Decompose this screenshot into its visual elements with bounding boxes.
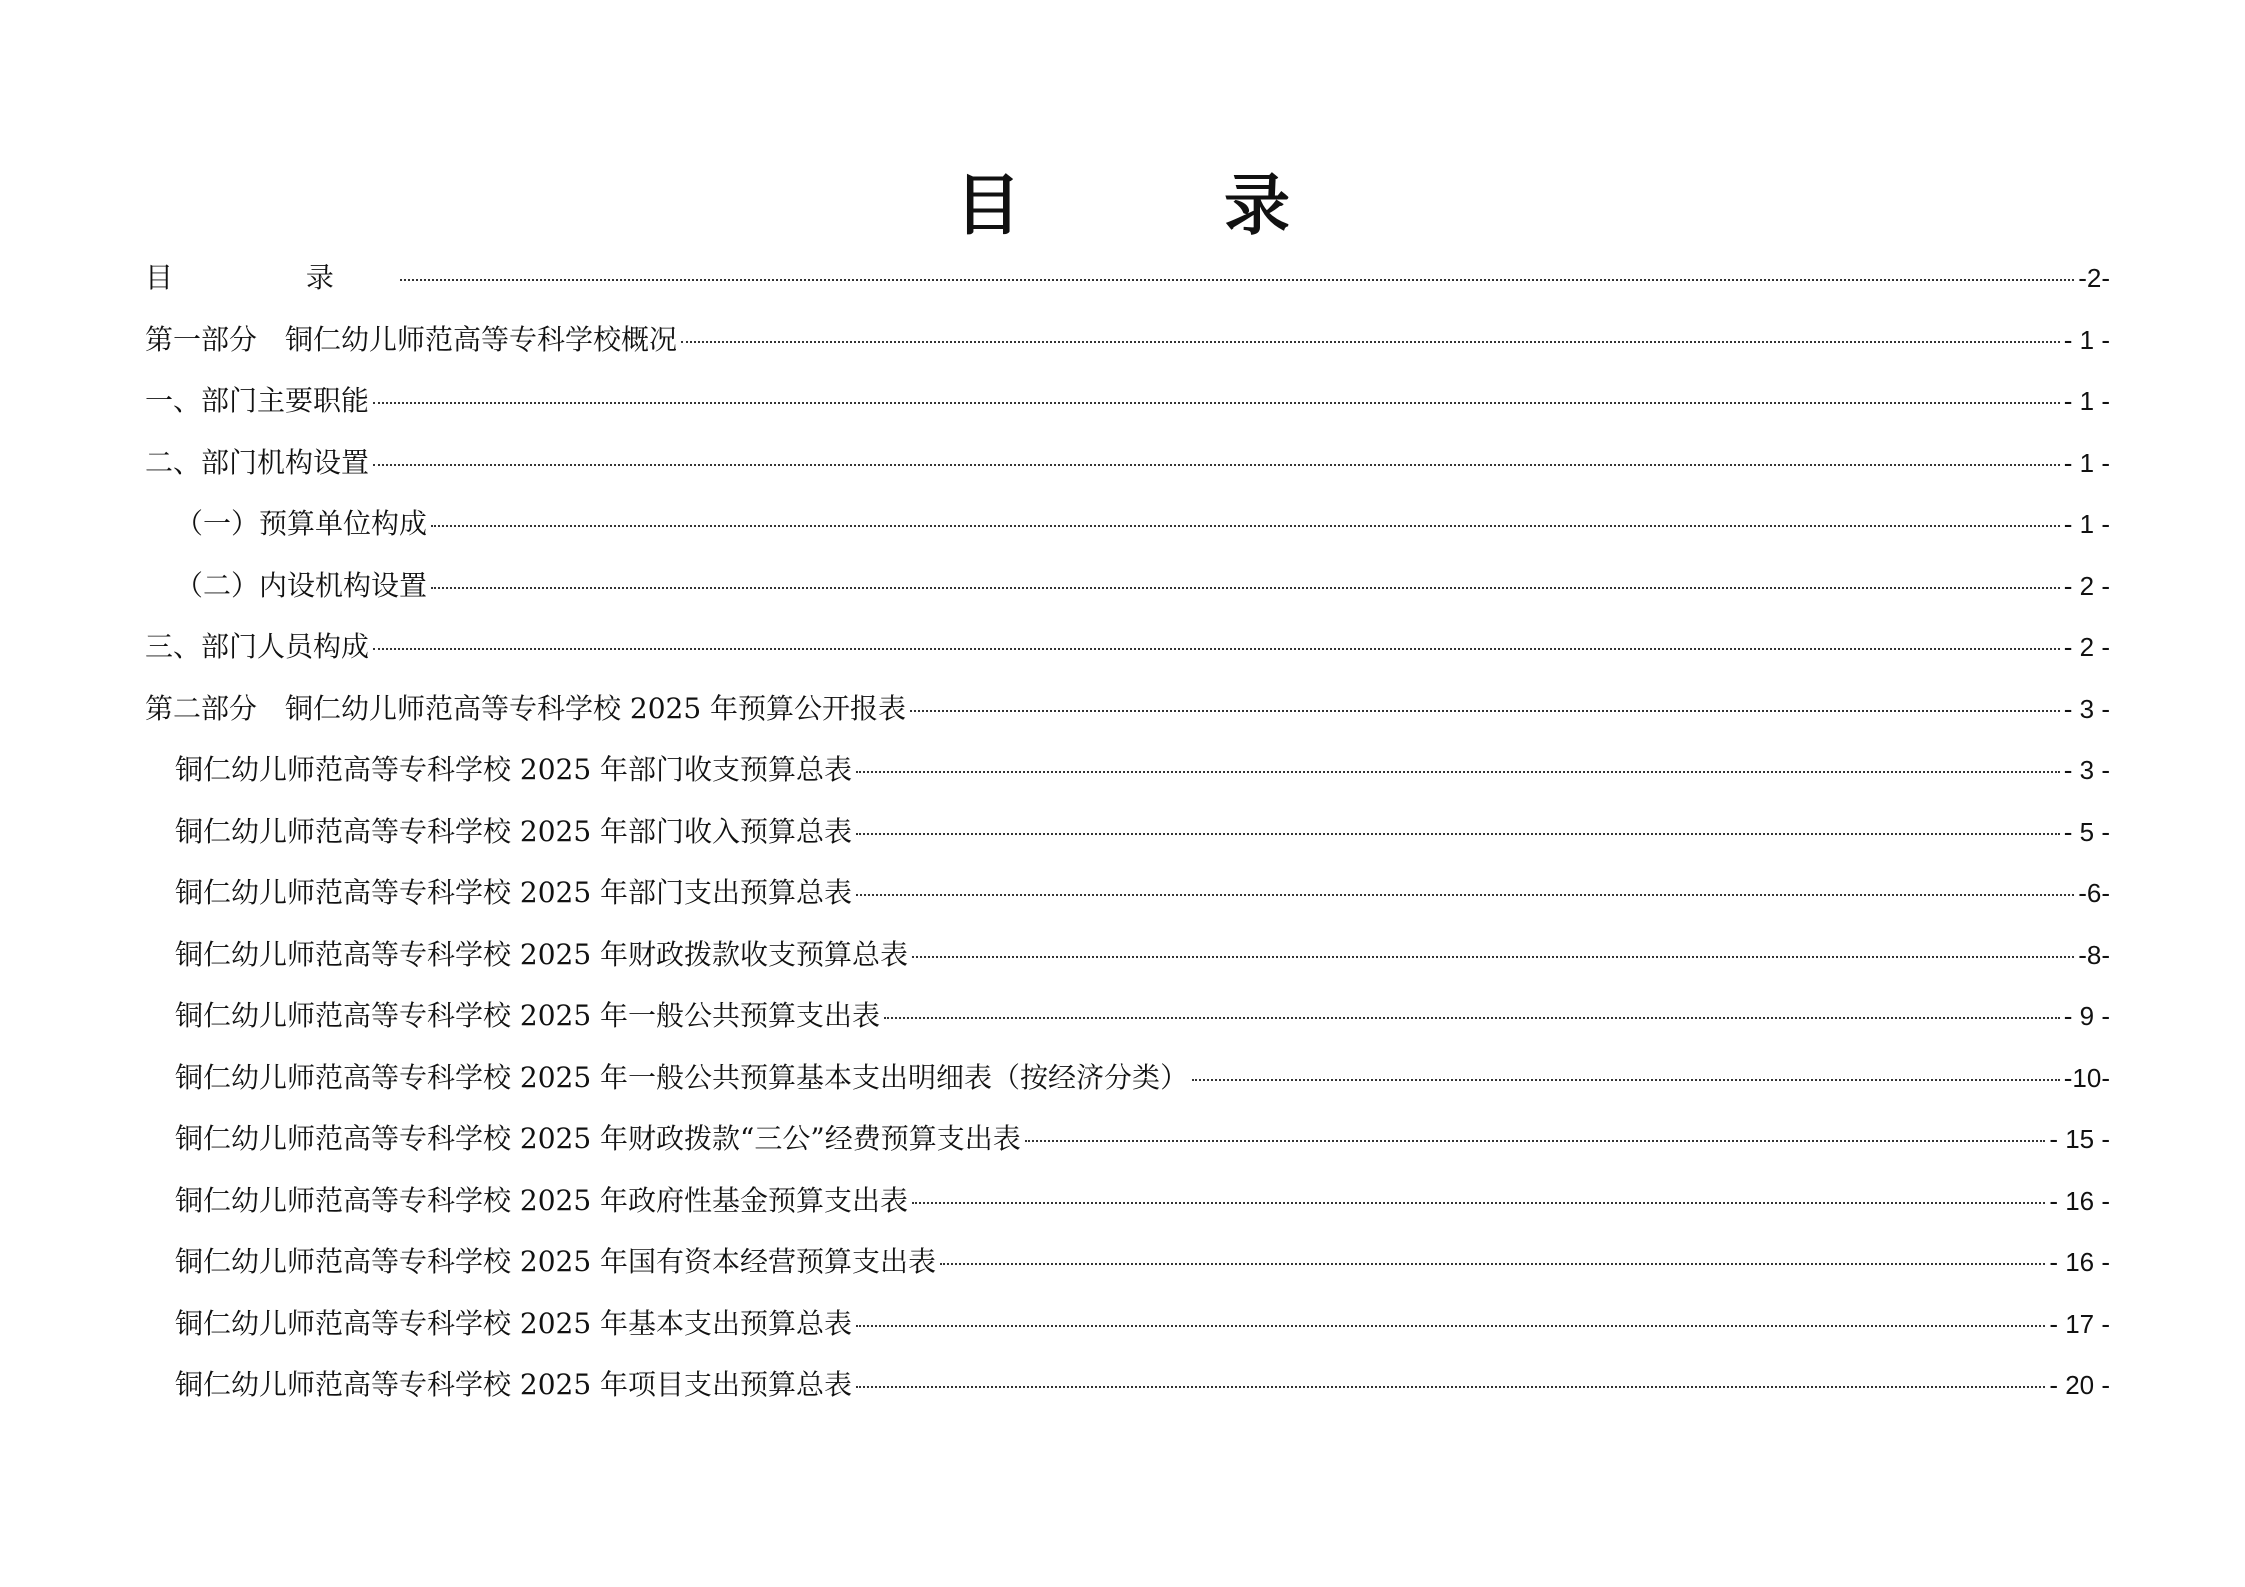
toc-entry-page: - 1 -: [2063, 324, 2110, 355]
toc-entry-label: 铜仁幼儿师范高等专科学校 2025 年部门支出预算总表: [175, 876, 853, 909]
dot-leader: [884, 1017, 2060, 1019]
toc-entry-label: 目 录: [145, 261, 396, 294]
toc-entry[interactable]: [145, 616, 2110, 678]
toc-entry-label: （一）预算单位构成: [175, 507, 428, 540]
dot-leader: [856, 1325, 2045, 1327]
toc-entry-page: - 2 -: [2063, 632, 2110, 662]
dot-leader: [940, 1263, 2045, 1265]
toc-entry-page: -2-: [2078, 263, 2110, 293]
toc-entry[interactable]: [145, 1108, 2110, 1170]
toc-entry[interactable]: [145, 739, 2110, 801]
toc-entry-label: 铜仁幼儿师范高等专科学校 2025 年一般公共预算基本支出明细表（按经济分类）: [175, 1060, 1189, 1094]
toc-entry-label: 铜仁幼儿师范高等专科学校 2025 年部门收入预算总表: [175, 814, 853, 848]
dot-leader: [910, 710, 2060, 712]
toc-entry-label: 三、部门人员构成: [145, 630, 370, 663]
toc-entry-label: 铜仁幼儿师范高等专科学校 2025 年财政拨款“三公”经费预算支出表: [175, 1122, 1021, 1155]
dot-leader: [400, 279, 2074, 281]
dot-leader: [1025, 1140, 2046, 1142]
toc-entry-page: - 9 -: [2063, 1001, 2110, 1031]
toc-entry-page: -6-: [2078, 878, 2110, 908]
dot-leader: [373, 402, 2060, 404]
toc-entry[interactable]: [145, 493, 2110, 555]
toc-entry-page: -10-: [2063, 1062, 2110, 1093]
toc-entry[interactable]: [145, 862, 2110, 924]
toc-entry-page: - 3 -: [2063, 693, 2110, 724]
toc-entry-page: - 20 -: [2049, 1370, 2110, 1400]
toc-entry[interactable]: [145, 1170, 2110, 1232]
dot-leader: [431, 525, 2060, 527]
toc-entry[interactable]: [145, 801, 2110, 863]
toc-entry-page: - 5 -: [2063, 816, 2110, 847]
page-title: 目 录: [955, 166, 1380, 244]
toc-entry-label: 第二部分 铜仁幼儿师范高等专科学校 2025 年预算公开报表: [145, 691, 907, 725]
dot-leader: [431, 587, 2060, 589]
toc-entry[interactable]: [145, 924, 2110, 986]
toc-entry-label: 第一部分 铜仁幼儿师范高等专科学校概况: [145, 322, 678, 356]
toc-entry-label: 铜仁幼儿师范高等专科学校 2025 年财政拨款收支预算总表: [175, 937, 909, 971]
toc-entry[interactable]: [145, 247, 2110, 309]
toc-entry-page: -8-: [2078, 939, 2110, 970]
toc-entry[interactable]: [145, 1231, 2110, 1293]
toc-entry[interactable]: [145, 985, 2110, 1047]
toc-entry-label: 一、部门主要职能: [145, 384, 370, 417]
toc-entry-label: 铜仁幼儿师范高等专科学校 2025 年部门收支预算总表: [175, 753, 853, 786]
dot-leader: [1192, 1079, 2060, 1081]
toc-entry[interactable]: [145, 432, 2110, 494]
toc-entry[interactable]: [145, 678, 2110, 740]
toc-entry-label: （二）内设机构设置: [175, 568, 428, 602]
toc-entry[interactable]: [145, 1047, 2110, 1109]
table-of-contents: [145, 247, 2110, 1416]
dot-leader: [912, 956, 2074, 958]
dot-leader: [856, 833, 2060, 835]
toc-entry[interactable]: [145, 309, 2110, 371]
dot-leader: [373, 648, 2060, 650]
toc-entry-page: - 1 -: [2063, 447, 2110, 478]
toc-entry[interactable]: [145, 1293, 2110, 1355]
toc-entry-page: - 16 -: [2049, 1185, 2110, 1216]
toc-entry[interactable]: [145, 370, 2110, 432]
toc-entry-page: - 1 -: [2063, 386, 2110, 416]
toc-entry-page: - 16 -: [2049, 1247, 2110, 1277]
toc-entry[interactable]: [145, 1354, 2110, 1416]
toc-entry-page: - 1 -: [2063, 509, 2110, 539]
toc-entry-page: - 15 -: [2049, 1124, 2110, 1154]
toc-entry-page: - 17 -: [2049, 1308, 2110, 1339]
dot-leader: [856, 771, 2060, 773]
toc-entry[interactable]: [145, 555, 2110, 617]
toc-entry-label: 二、部门机构设置: [145, 445, 370, 479]
dot-leader: [912, 1202, 2045, 1204]
toc-entry-page: - 2 -: [2063, 570, 2110, 601]
toc-entry-label: 铜仁幼儿师范高等专科学校 2025 年基本支出预算总表: [175, 1306, 853, 1340]
toc-entry-page: - 3 -: [2063, 755, 2110, 785]
dot-leader: [856, 1386, 2045, 1388]
dot-leader: [681, 341, 2060, 343]
toc-entry-label: 铜仁幼儿师范高等专科学校 2025 年一般公共预算支出表: [175, 999, 881, 1032]
dot-leader: [856, 894, 2074, 896]
toc-entry-label: 铜仁幼儿师范高等专科学校 2025 年政府性基金预算支出表: [175, 1183, 909, 1217]
toc-entry-label: 铜仁幼儿师范高等专科学校 2025 年国有资本经营预算支出表: [175, 1245, 937, 1278]
toc-entry-label: 铜仁幼儿师范高等专科学校 2025 年项目支出预算总表: [175, 1368, 853, 1401]
dot-leader: [373, 464, 2060, 466]
